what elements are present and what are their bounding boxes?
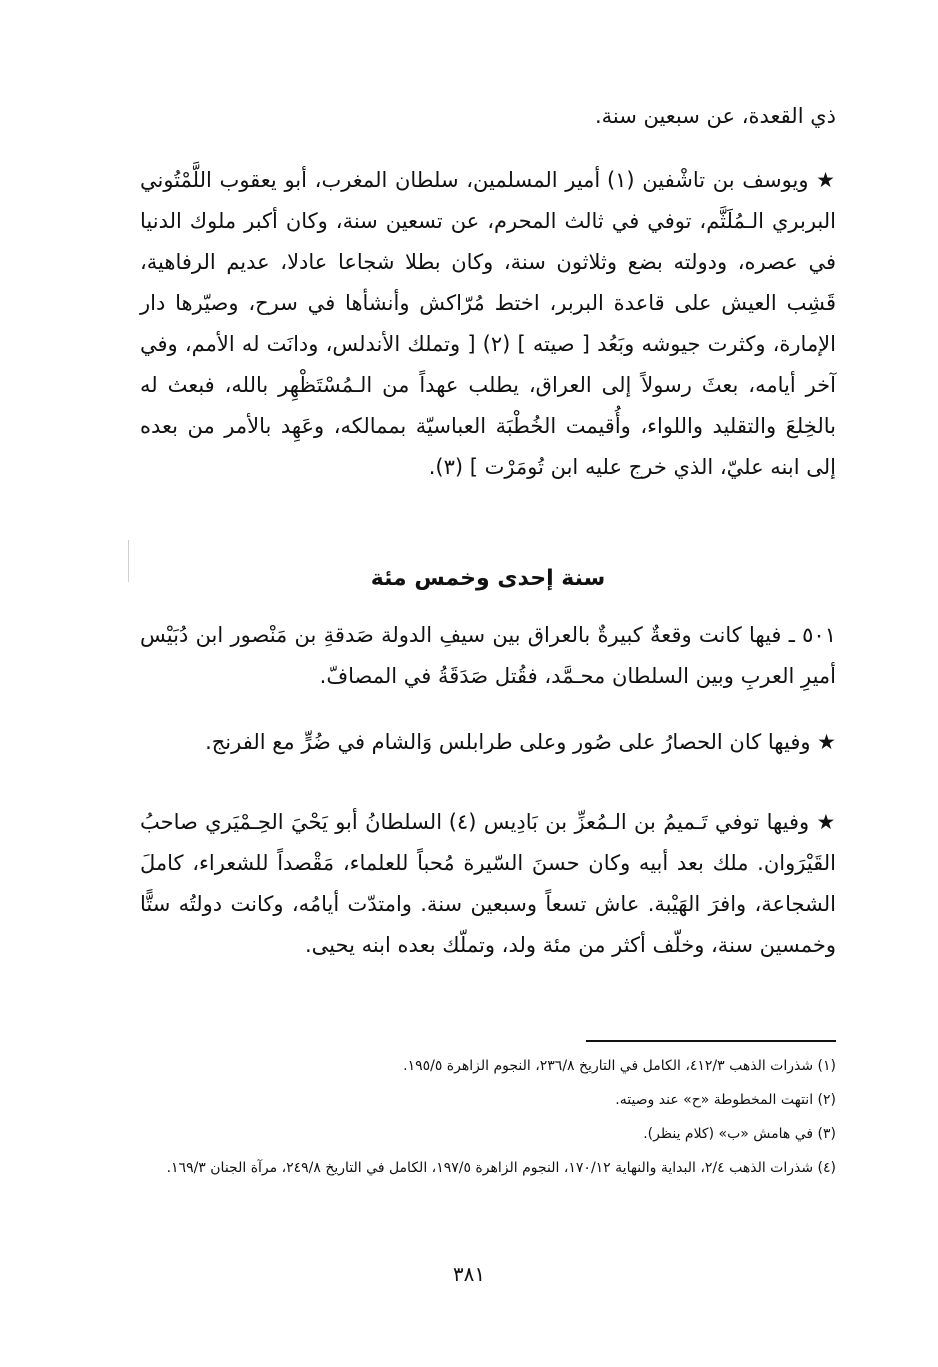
year-heading: سنة إحدى وخمس مئة (370, 566, 606, 591)
margin-mark (128, 540, 129, 582)
page-number: ٣٨١ (452, 1262, 486, 1286)
biography-yusuf-ibn-tashfin: ★ ويوسف بن تاشْفين (١) أمير المسلمين، سلطان المغرب، أبو يعقوب اللَّمْتُوني البربري الـمُلَثَّم، توفي في ثالث المحرم، عن تسعين سنة، وكان أكبر ملوك الدنيا في عصره، ودولته بضع وثلاثون سنة، وكان بطلا شجاعا عادلا، عديم الرفاهية، قَشِب العيش على قاعدة البربر، اختط مُرّاكش وأنشأها في سرح، وصيّرها دار الإمارة، وكثرت جيوشه وبَعُد [ صيته ] (٢) [ وتملك الأندلس، ودانَت له الأمم، وفي آخر أيامه، بعثَ رسولاً إلى العراق، يطلب عهداً من الـمُسْتَظْهِر بالله، فبعث له بالخِلعَ والتقليد واللواء، وأُقيمت الخُطْبَة العباسيّة بممالكه، وعَهِد بالأمر من بعده إلى ابنه عليّ، الذي خرج عليه ابن تُومَرْت ] (٣). (140, 168, 836, 479)
biography-tamim-ibn-al-muizz: ★ وفيها توفي تَـميمُ بن الـمُعزِّ بن بَادِيس (٤) السلطانُ أبو يَحْيَ الحِـمْيَري صاحبُ القَيْرَوان. ملك بعد أبيه وكان حسنَ السّيرة مُحباً للعلماء، مَقْصداً للشعراء، كاملَ الشجاعة، وافرَ الهَيْبة. عاش تسعاً وسبعين سنة. وامتدّت أيامُه، وكانت دولتُه ستًّا وخمسين سنة، وخلّف أكثر من مئة ولد، وتملّك بعده ابنه يحيى. (140, 810, 836, 957)
event-501-entry: ٥٠١ ـ فيها كانت وقعةٌ كبيرةٌ بالعراق بين سيفِ الدولة صَدقةِ بن مَنْصور ابن دُبَيْس أميرِ العربِ وبين السلطان محـمَّد، فقُتل صَدَقَةُ في المصافّ. (140, 623, 836, 688)
footnote-1: (١) شذرات الذهب ٤١٢/٣، الكامل في التاريخ ٢٣٦/٨، النجوم الزاهرة ١٩٥/٥. (403, 1058, 836, 1074)
footnote-4: (٤) شذرات الذهب ٢/٤، البداية والنهاية ١٧٠/١٢، النجوم الزاهرة ١٩٧/٥، الكامل في التاريخ ٢٤٩/٨، مرآة الجنان ١٦٩/٣. (166, 1160, 836, 1176)
footnote-2: (٢) انتهت المخطوطة «ح» عند وصيته. (615, 1092, 836, 1108)
footnote-divider (586, 1040, 836, 1042)
siege-entry: ★ وفيها كان الحصارُ على صُور وعلى طرابلس وَالشام في ضُرٍّ مع الفرنج. (205, 730, 836, 754)
footnotes-section (140, 1052, 836, 1188)
continuation-line: ذي القعدة، عن سبعين سنة. (594, 104, 836, 128)
footnote-3: (٣) في هامش «ب» (كلام ينظر). (643, 1126, 836, 1142)
